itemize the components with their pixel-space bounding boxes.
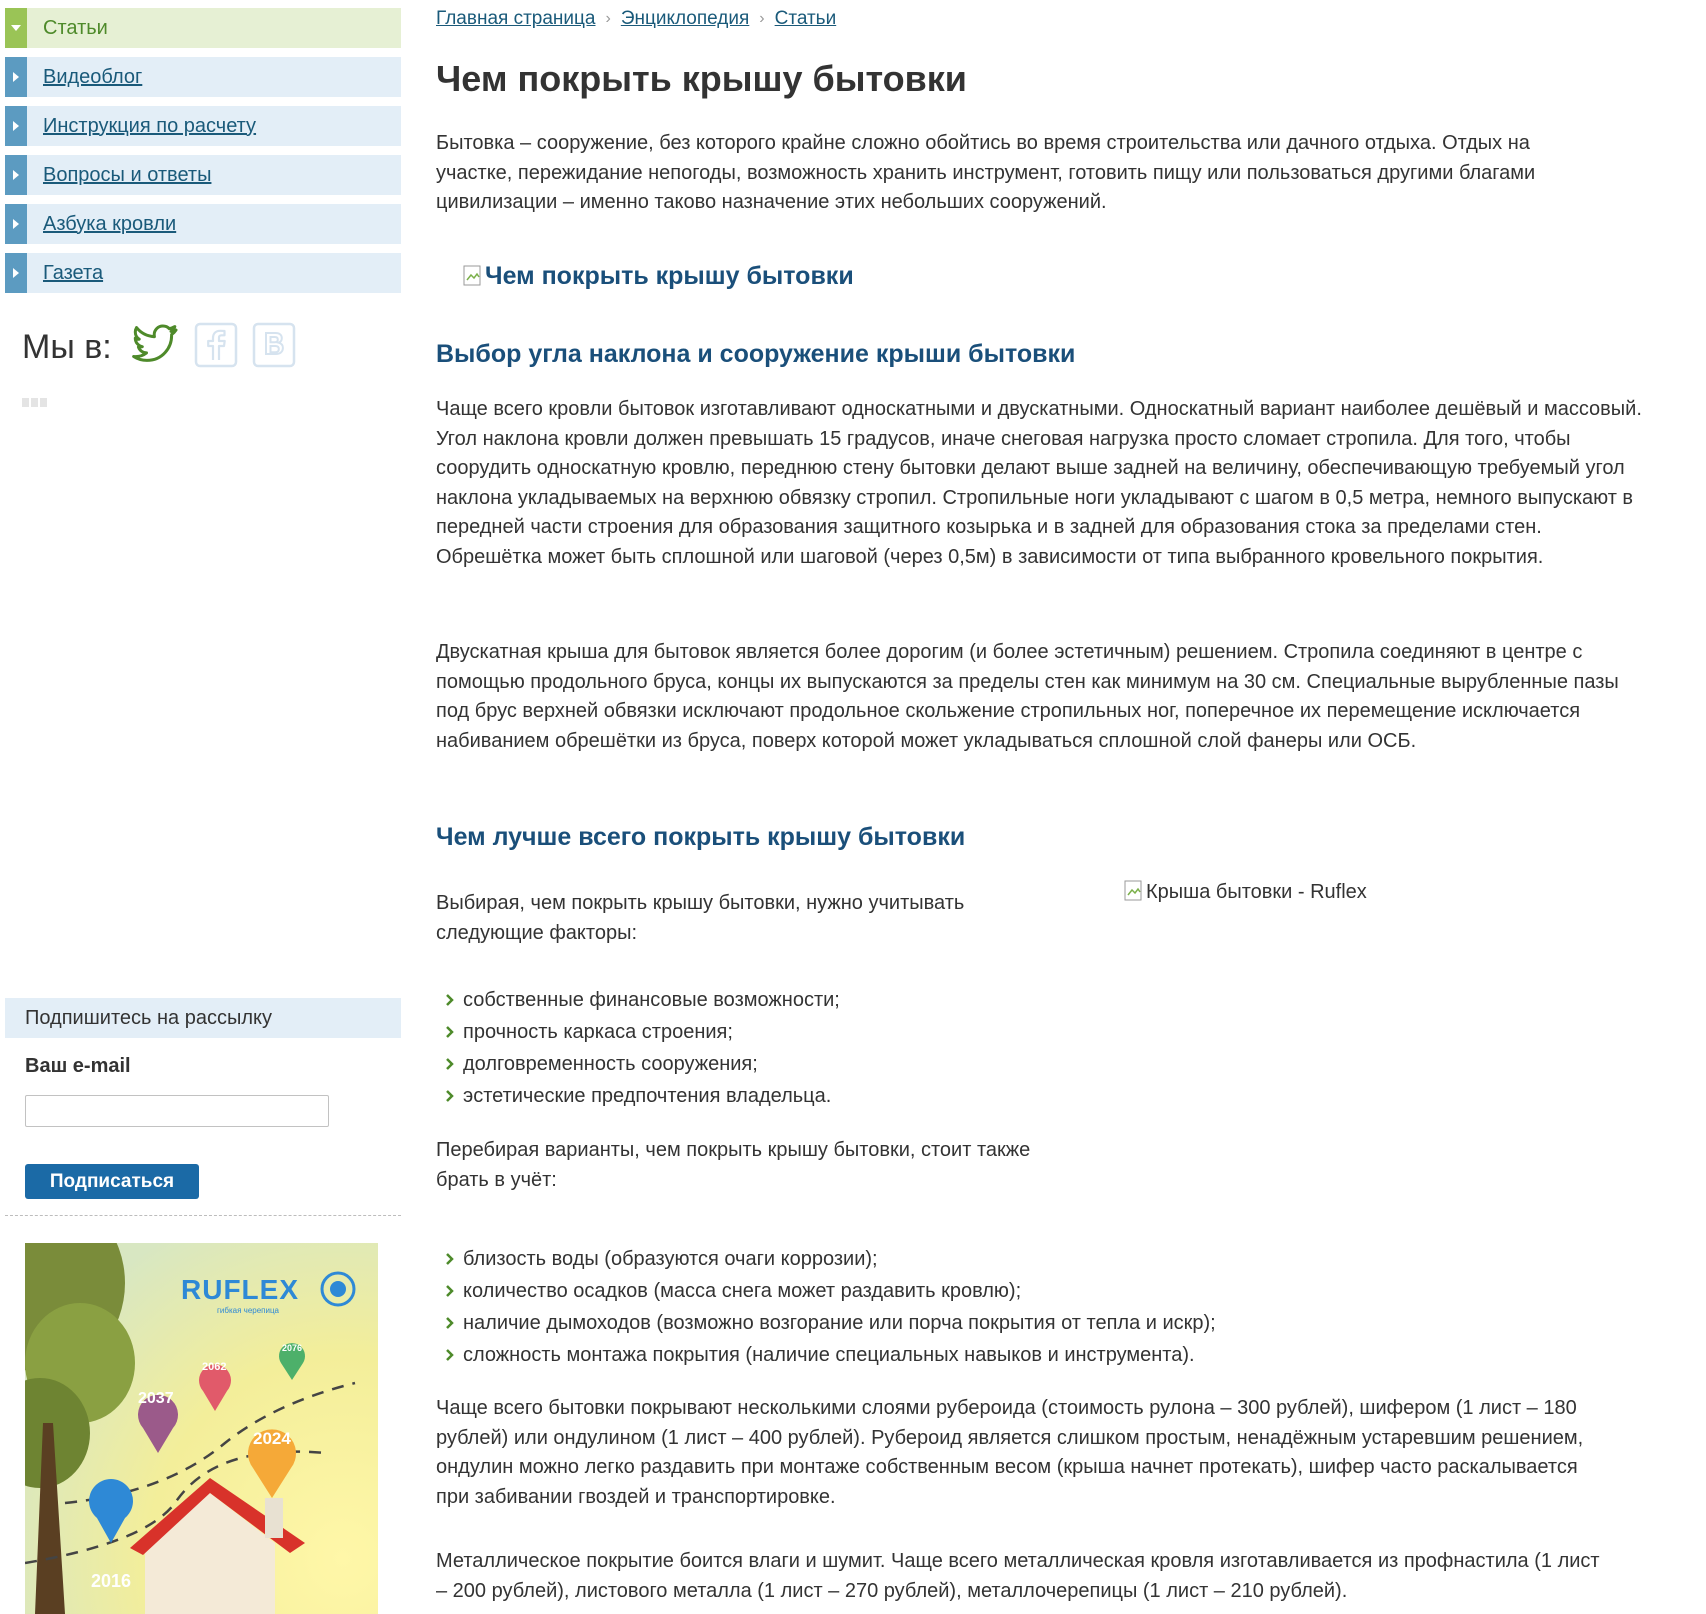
page-title: Чем покрыть крышу бытовки [436, 58, 967, 99]
banner-year: 2016 [91, 1571, 132, 1591]
sidebar-item-faq[interactable] [5, 155, 401, 195]
chevron-right-icon: › [759, 10, 765, 27]
sidebar-item-label: Статьи [43, 16, 108, 39]
chevron-right-icon [5, 204, 27, 244]
subscribe-title: Подпишитесь на рассылку [25, 1006, 272, 1029]
divider [5, 1215, 401, 1216]
chevron-right-icon [5, 57, 27, 97]
list-item: количество осадков (масса снега может раздавить кровлю); [436, 1275, 1216, 1307]
sidebar-item-videoblog[interactable] [5, 57, 401, 97]
banner-year: 2037 [138, 1390, 174, 1407]
sidebar-item-articles[interactable] [5, 8, 401, 48]
ruflex-banner[interactable] [25, 1243, 378, 1614]
chevron-right-icon [5, 253, 27, 293]
factors-list [436, 984, 840, 1112]
intro-paragraph: Бытовка – сооружение, без которого крайне сложно обойтись во время строительства или дачного отдыха. Отдых на участке, пережидание непогоды, возможность хранить инструмент, готовить пищу или пользоваться другими благами цивилизации – именно таково назначение этих небольших сооружений. [436, 132, 1536, 213]
twitter-icon[interactable] [132, 323, 180, 372]
banner-brand: RUFLEX [181, 1274, 299, 1305]
list-item: сложность монтажа покрытия (наличие специальных навыков и инструмента). [436, 1339, 1216, 1371]
section-heading: Выбор угла наклона и сооружение крыши бытовки [436, 340, 1076, 368]
social-links [22, 322, 310, 373]
email-label: Ваш e-mail [25, 1055, 131, 1077]
list-item: эстетические предпочтения владельца. [436, 1080, 840, 1112]
paragraph: Двускатная крыша для бытовок является более дорогим (и более эстетичным) решением. Стропила соединяют в центре с помощью продольного бруса, концы их выпускаются за пределы стен как минимум на 30 см. Специальные вырубленные пазы под брус верхней обвязки исключают продольное скольжение стропильных ног, поперечное их перемещение исключается набиванием обрешётки из бруса, поверх которой может укладываться сплошной слой фанеры или ОСБ. [436, 641, 1619, 752]
list-item: долговременность сооружения; [436, 1048, 840, 1080]
breadcrumb-home[interactable]: Главная страница [436, 8, 596, 29]
banner-year: 2076 [282, 1343, 303, 1353]
widget-placeholder [22, 398, 47, 407]
chevron-down-icon [5, 8, 27, 48]
sidebar-item-calculation[interactable] [5, 106, 401, 146]
chevron-right-icon [446, 1090, 458, 1102]
image-alt-text: Чем покрыть крышу бытовки [485, 262, 854, 290]
sidebar [0, 0, 405, 1614]
social-title: Мы в: [22, 328, 112, 366]
banner-year: 2024 [253, 1429, 291, 1448]
sidebar-item-label[interactable]: Видеоблог [43, 65, 143, 88]
breadcrumb [436, 8, 836, 30]
vkontakte-icon[interactable] [252, 322, 296, 373]
sidebar-item-label[interactable]: Инструкция по расчету [43, 114, 257, 137]
chevron-right-icon [446, 1253, 458, 1265]
paragraph: Выбирая, чем покрыть крышу бытовки, нужно учитывать следующие факторы: [436, 892, 965, 944]
subscribe-button[interactable]: Подписаться [25, 1164, 199, 1199]
broken-image-icon [463, 265, 485, 289]
list-item: наличие дымоходов (возможно возгорание или порча покрытия от тепла и искр); [436, 1307, 1216, 1339]
list-item: собственные финансовые возможности; [436, 984, 840, 1016]
chevron-right-icon: › [605, 10, 611, 27]
paragraph: Металлическое покрытие боится влаги и шумит. Чаще всего металлическая кровля изготавливается из профнастила (1 лист – 200 рублей), листового металла (1 лист – 270 рублей), металлочерепицы (1 лист – 210 рублей). [436, 1550, 1600, 1602]
section-heading: Чем лучше всего покрыть крышу бытовки [436, 823, 966, 851]
image-alt-text: Крыша бытовки - Ruflex [1146, 880, 1367, 903]
chevron-right-icon [5, 106, 27, 146]
paragraph: Чаще всего бытовки покрывают несколькими слоями рубероида (стоимость рулона – 300 рублей), шифером (1 лист – 180 рублей) или ондулином (1 лист – 400 рублей). Рубероид является слишком простым, ненадёжным устаревшим решением, ондулин можно легко раздавить при монтаже собственным весом (крыша начнет протекать), шифер часто раскалывается при забивании гвоздей и транспортировке. [436, 1397, 1584, 1508]
chevron-right-icon [446, 994, 458, 1006]
banner-year: 2062 [202, 1361, 227, 1373]
considerations-list [436, 1243, 1216, 1371]
breadcrumb-encyclopedia[interactable]: Энциклопедия [620, 8, 750, 29]
chevron-right-icon [446, 1349, 458, 1361]
banner-tagline: гибкая черепица [217, 1306, 279, 1315]
email-field[interactable] [25, 1095, 329, 1127]
breadcrumb-articles[interactable]: Статьи [774, 8, 837, 29]
chevron-right-icon [5, 155, 27, 195]
article-image [463, 262, 854, 291]
chevron-right-icon [446, 1026, 458, 1038]
paragraph: Чаще всего кровли бытовок изготавливают односкатными и двускатными. Односкатный вариант наиболее дешёвый и массовый. Угол наклона кровли должен превышать 15 градусов, иначе снеговая нагрузка просто сломает стропила. Для того, чтобы соорудить односкатную кровлю, переднюю стену бытовки делают выше задней на величину, обеспечивающую требуемый угол наклона укладываемых на верхнюю обвязку стропил. Стропильные ноги укладывают с шагом в 0,5 метра, немного выпускают в передней части строения для образования защитного козырька и в задней для образования стока за пределами стен. Обрешётка может быть сплошной или шаговой (через 0,5м) в зависимости от типа выбранного кровельного покрытия. [436, 398, 1642, 568]
list-item: близость воды (образуются очаги коррозии); [436, 1243, 1216, 1275]
sidebar-menu [5, 8, 401, 302]
chevron-right-icon [446, 1317, 458, 1329]
paragraph: Перебирая варианты, чем покрыть крышу бытовки, стоит также брать в учёт: [436, 1139, 1031, 1191]
chevron-right-icon [446, 1285, 458, 1297]
sidebar-item-label[interactable]: Газета [43, 261, 104, 284]
facebook-icon[interactable] [194, 322, 238, 373]
list-item: прочность каркаса строения; [436, 1016, 840, 1048]
sidebar-item-roofing-abc[interactable] [5, 204, 401, 244]
sidebar-item-label[interactable]: Азбука кровли [43, 212, 177, 235]
broken-image-icon [1124, 880, 1146, 904]
article-image [1124, 880, 1367, 904]
chevron-right-icon [446, 1058, 458, 1070]
sidebar-item-label[interactable]: Вопросы и ответы [43, 163, 212, 186]
sidebar-item-newspaper[interactable] [5, 253, 401, 293]
subscribe-header [5, 998, 401, 1038]
